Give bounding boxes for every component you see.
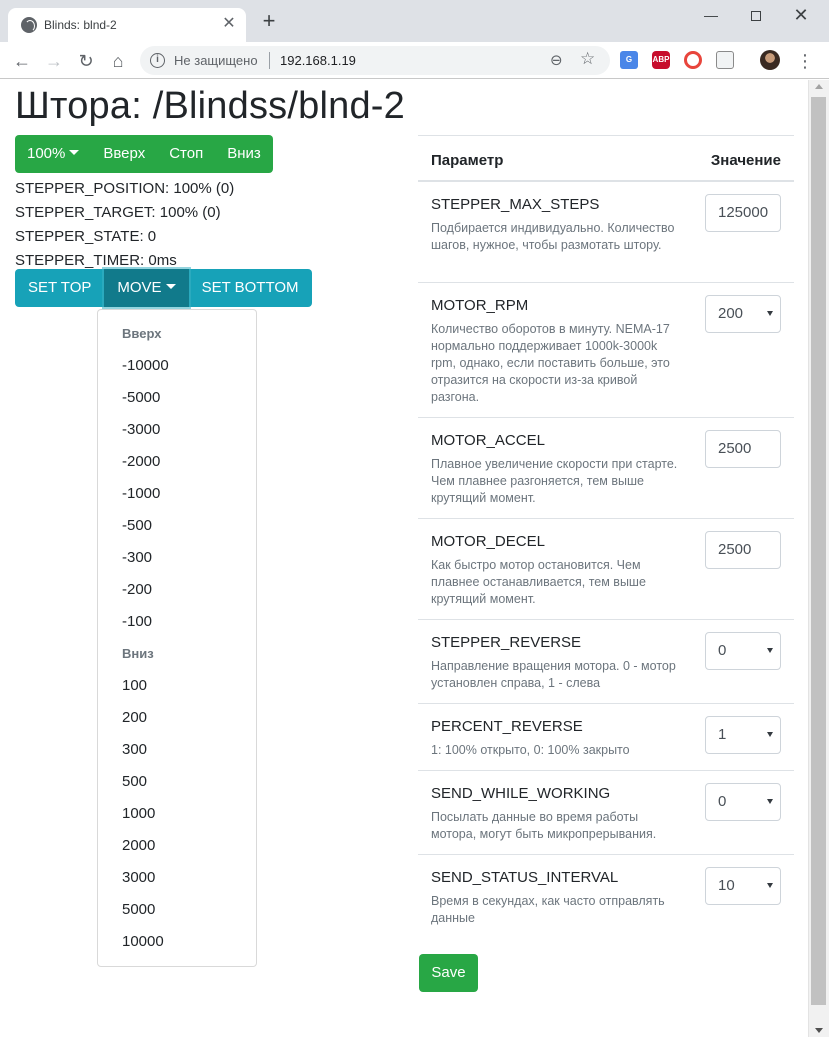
stepper-timer: STEPPER_TIMER: 0ms <box>15 252 177 269</box>
page-scrollbar[interactable] <box>808 80 829 1037</box>
zoom-icon[interactable]: ⊖ <box>550 52 563 69</box>
param-description: 1: 100% открыто, 0: 100% закрыто <box>431 743 630 757</box>
param-description: Плавное увеличение скорости при старте. Чем плавнее разгоняется, тем выше крутящий момент. <box>431 457 678 505</box>
browser-toolbar <box>0 42 829 79</box>
move-item[interactable]: 100 <box>122 677 148 694</box>
target-extension-icon[interactable] <box>684 51 702 69</box>
param-description: Посылать данные во время работы мотора, могут быть микропрерывания. <box>431 810 657 841</box>
page-viewport <box>0 80 808 1037</box>
select-arrow-icon <box>767 311 773 316</box>
position-dropdown-label: 100% <box>27 145 66 162</box>
stepper-status <box>15 177 234 273</box>
browser-tab-bar <box>0 0 829 42</box>
address-separator <box>269 52 270 69</box>
param-description: Количество оборотов в минуту. NEMA-17 нормально поддерживает 1000k-3000k rpm, однако, если поставить больше, это отразится на скорости из-за кривой разгона. <box>431 322 670 404</box>
info-icon[interactable]: i <box>150 53 165 68</box>
stepper-position: STEPPER_POSITION: 100% (0) <box>15 180 235 197</box>
param-row <box>418 704 794 771</box>
calibration-group <box>15 269 312 307</box>
scrollbar-thumb[interactable] <box>811 97 826 1005</box>
insecure-label[interactable]: Не защищено <box>174 53 258 68</box>
up-button[interactable]: Вверх <box>103 145 146 162</box>
param-value-select[interactable] <box>705 295 781 333</box>
move-item[interactable]: -2000 <box>122 453 161 470</box>
header-param: Параметр <box>431 152 504 169</box>
scroll-up-icon[interactable] <box>815 84 823 89</box>
browser-menu-icon[interactable]: ⋮ <box>796 51 814 71</box>
param-name: SEND_STATUS_INTERVAL <box>431 869 619 886</box>
param-description: Подбирается индивидуально. Количество шагов, нужное, чтобы размотать штору. <box>431 221 675 252</box>
param-select-value: 0 <box>718 793 727 810</box>
param-row <box>418 519 794 620</box>
forward-arrow-icon[interactable]: → <box>45 51 63 71</box>
set-top-button[interactable]: SET TOP <box>15 269 104 307</box>
move-item[interactable]: -1000 <box>122 485 161 502</box>
down-button[interactable]: Вниз <box>227 145 261 162</box>
param-row <box>418 771 794 855</box>
reload-icon[interactable]: ↻ <box>78 51 94 71</box>
caret-down-icon <box>69 150 79 155</box>
browser-tab[interactable] <box>8 8 246 42</box>
blind-control-group <box>15 135 273 173</box>
param-select-value: 0 <box>718 642 727 659</box>
move-item[interactable]: 500 <box>122 773 148 790</box>
select-arrow-icon <box>767 883 773 888</box>
param-select-value: 1 <box>718 726 727 743</box>
stepper-state: STEPPER_STATE: 0 <box>15 228 157 245</box>
param-name: STEPPER_REVERSE <box>431 634 582 651</box>
profile-avatar[interactable] <box>760 50 780 70</box>
set-bottom-button[interactable]: SET BOTTOM <box>189 269 312 307</box>
move-item[interactable]: -3000 <box>122 421 161 438</box>
param-description: Как быстро мотор остановится. Чем плавнее останавливается, тем выше крутящий момент. <box>431 558 646 606</box>
param-select-value: 10 <box>718 877 735 894</box>
translate-extension-icon[interactable]: G <box>620 51 638 69</box>
caret-down-icon <box>166 284 176 289</box>
params-table-header <box>418 135 794 182</box>
tab-title: Blinds: blnd-2 <box>44 18 117 32</box>
param-select-value: 200 <box>718 305 744 322</box>
param-row <box>418 283 794 418</box>
move-dropdown-label: MOVE <box>117 279 162 296</box>
dropdown-header-up: Вверх <box>122 326 162 341</box>
stop-button[interactable]: Стоп <box>169 145 204 162</box>
move-item[interactable]: 3000 <box>122 869 156 886</box>
url-text[interactable]: 192.168.1.19 <box>280 53 356 68</box>
param-value-input[interactable]: 2500 <box>705 430 781 468</box>
move-item[interactable]: 2000 <box>122 837 156 854</box>
move-dropdown-button[interactable] <box>104 269 188 307</box>
maximize-icon <box>751 11 761 21</box>
maximize-button[interactable] <box>745 5 767 27</box>
param-description: Время в секундах, как часто отправлять данные <box>431 894 665 925</box>
param-name: MOTOR_DECEL <box>431 533 545 550</box>
address-bar[interactable] <box>140 46 610 75</box>
move-item[interactable]: 1000 <box>122 805 156 822</box>
home-icon[interactable]: ⌂ <box>112 51 124 71</box>
move-item[interactable]: 300 <box>122 741 148 758</box>
stepper-target: STEPPER_TARGET: 100% (0) <box>15 204 221 221</box>
move-item[interactable]: 5000 <box>122 901 156 918</box>
param-name: MOTOR_ACCEL <box>431 432 545 449</box>
save-button[interactable]: Save <box>419 954 478 992</box>
window-close-button[interactable]: ✕ <box>793 5 809 25</box>
move-item[interactable]: -500 <box>122 517 153 534</box>
param-name: PERCENT_REVERSE <box>431 718 583 735</box>
param-row <box>418 418 794 519</box>
move-item[interactable]: 10000 <box>122 933 164 950</box>
param-name: STEPPER_MAX_STEPS <box>431 196 600 213</box>
param-row <box>418 855 794 939</box>
position-dropdown-button[interactable] <box>15 135 91 173</box>
param-name: SEND_WHILE_WORKING <box>431 785 611 802</box>
move-item[interactable]: -5000 <box>122 389 161 406</box>
param-name: MOTOR_RPM <box>431 297 529 314</box>
move-dropdown-menu <box>97 309 257 967</box>
scroll-down-icon[interactable] <box>815 1028 823 1033</box>
globe-icon <box>21 17 37 33</box>
select-arrow-icon <box>767 648 773 653</box>
param-value-select[interactable] <box>705 632 781 670</box>
param-value-select[interactable] <box>705 716 781 754</box>
select-arrow-icon <box>767 799 773 804</box>
move-item[interactable]: -200 <box>122 581 153 598</box>
param-description: Направление вращения мотора. 0 - мотор установлен справа, 1 - слева <box>431 659 676 690</box>
param-value-select[interactable] <box>705 783 781 821</box>
cast-extension-icon[interactable] <box>716 51 734 69</box>
bookmark-star-icon[interactable]: ☆ <box>580 49 596 68</box>
move-item[interactable]: -100 <box>122 613 153 630</box>
adblock-extension-icon[interactable]: ABP <box>652 51 670 69</box>
dropdown-header-down: Вниз <box>122 646 154 661</box>
move-item[interactable]: -300 <box>122 549 153 566</box>
move-item[interactable]: 200 <box>122 709 148 726</box>
header-value: Значение <box>710 152 781 169</box>
new-tab-button[interactable]: + <box>262 8 276 33</box>
param-row <box>418 620 794 704</box>
param-value-select[interactable] <box>705 867 781 905</box>
param-value-input[interactable]: 2500 <box>705 531 781 569</box>
param-value-input[interactable]: 125000 <box>705 194 781 232</box>
select-arrow-icon <box>767 732 773 737</box>
close-icon[interactable]: ✕ <box>222 15 236 32</box>
minimize-button[interactable]: — <box>704 7 718 23</box>
param-row <box>418 182 794 283</box>
page-title: Штора: /Blindss/blnd-2 <box>15 85 405 127</box>
back-arrow-icon[interactable]: ← <box>13 51 31 71</box>
move-item[interactable]: -10000 <box>122 357 169 374</box>
params-table <box>418 135 794 939</box>
